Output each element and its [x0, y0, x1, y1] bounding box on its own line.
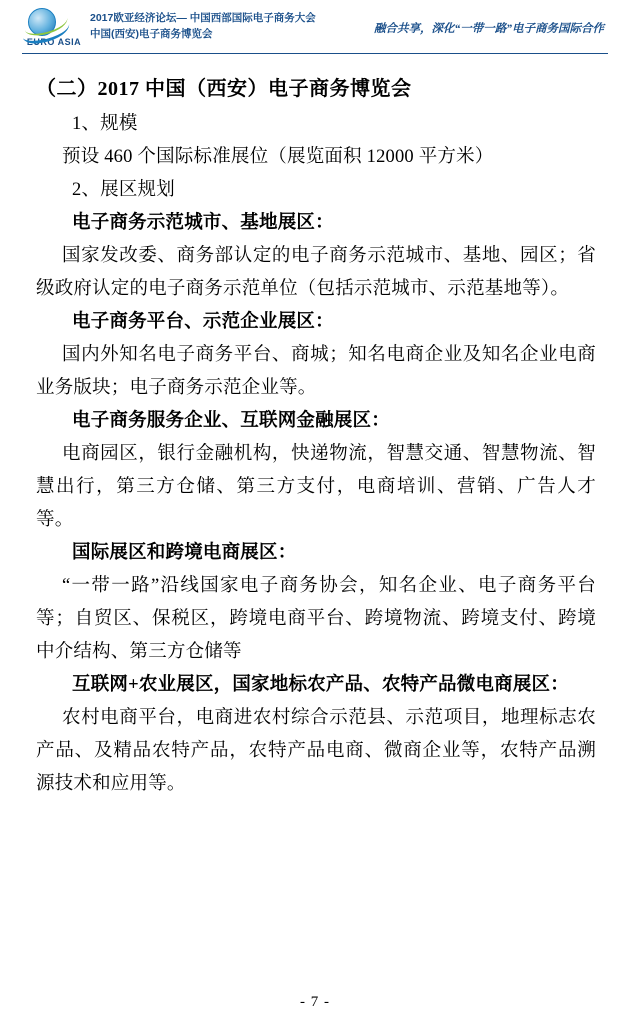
subsection-heading: 国际展区和跨境电商展区：	[72, 543, 297, 563]
page-header	[0, 0, 630, 56]
header-divider	[22, 53, 608, 54]
header-cn-line2: 中国(西安)电子商务博览会	[90, 28, 213, 40]
page-number: - 7 -	[300, 994, 330, 1010]
globe-icon	[22, 8, 76, 50]
paragraph: 预设 460 个国际标准展位（展览面积 12000 平方米）	[62, 147, 494, 167]
paragraph: “一带一路”沿线国家电子商务协会，知名企业、电子商务平台等；自贸区、保税区，跨境电商平台、跨境物流、跨境支付、跨境中介结构、第三方仓储等	[36, 576, 596, 662]
logo-text: EURO ASIA	[26, 37, 82, 47]
header-slogan: 融合共享，深化“一带一路”电子商务国际合作	[374, 23, 604, 35]
subsection-heading: 电子商务平台、示范企业展区：	[72, 312, 334, 332]
section-item: 1、规模	[72, 114, 138, 134]
paragraph: 农村电商平台，电商进农村综合示范县、示范项目，地理标志农产品、及精品农特产品，农特产品电商、微商企业等，农特产品溯源技术和应用等。	[36, 708, 596, 794]
paragraph: 国内外知名电子商务平台、商城；知名电商企业及知名企业电商业务版块；电子商务示范企业等。	[36, 345, 596, 398]
paragraph: 国家发改委、商务部认定的电子商务示范城市、基地、园区；省级政府认定的电子商务示范单位（包括示范城市、示范基地等）。	[36, 246, 596, 299]
header-cn-line1: 2017欧亚经济论坛— 中国西部国际电子商务大会	[90, 12, 316, 24]
page-title: （二）2017 中国（西安）电子商务博览会	[36, 78, 412, 100]
subsection-heading: 互联网+农业展区，国家地标农产品、农特产品微电商展区：	[72, 675, 569, 695]
logo	[22, 8, 82, 50]
document-body	[0, 56, 630, 801]
paragraph: 电商园区，银行金融机构，快递物流，智慧交通、智慧物流、智慧出行，第三方仓储、第三方支付，电商培训、营销、广告人才等。	[36, 444, 596, 530]
section-item: 2、展区规划	[72, 180, 175, 200]
header-organization-name	[90, 10, 316, 42]
subsection-heading: 电子商务示范城市、基地展区：	[72, 213, 334, 233]
subsection-heading: 电子商务服务企业、互联网金融展区：	[72, 411, 390, 431]
